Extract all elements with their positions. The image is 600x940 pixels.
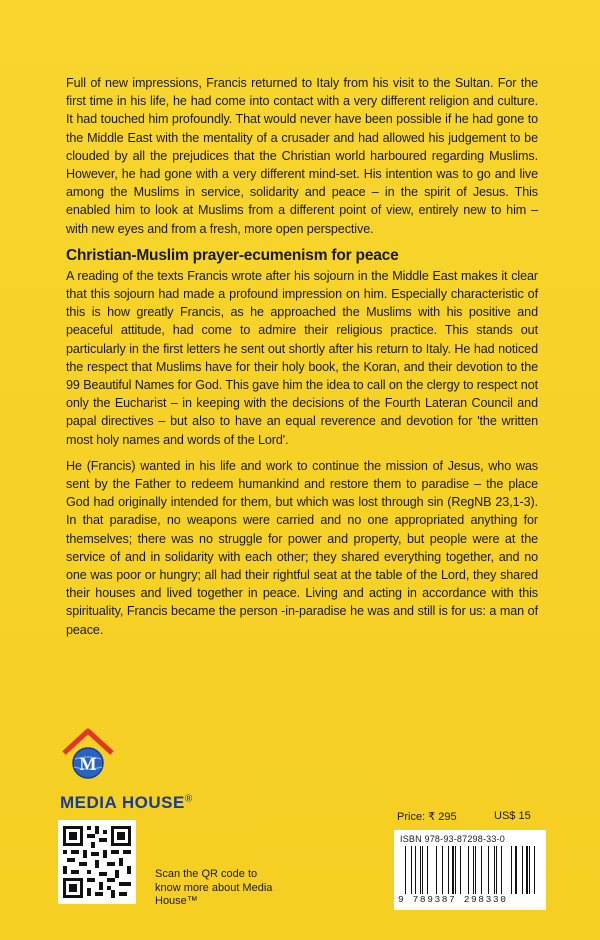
barcode-bar — [427, 846, 428, 894]
barcode-bar — [448, 846, 449, 894]
barcode-bar — [494, 846, 495, 894]
barcode-bar — [460, 846, 461, 894]
paragraph-1: Full of new impressions, Francis returned to Italy from his visit to the Sultan. For the first time in his life, he had come into contact with a very different religion and culture. It had touched him profoundly. That would never have been possible if he had gone to the Middle East with the mentality of a crusader and had allowed his judgement to be clouded by all the prejudices that the Christian world harboured regarding Muslims. However, he had gone with a very different mind-set. His intention was to go and live among the Muslims in service, solidarity and peace – in the spirit of Jesus. This enabled him to look at Muslims from a different point of view, entirely new to him – with new eyes and from a fresh, more open perspective. — [66, 76, 538, 236]
barcode-bar — [526, 846, 528, 894]
isbn-digits: 9 789387 298330 — [398, 894, 508, 905]
barcode-bar — [452, 846, 454, 894]
qr-code[interactable] — [58, 820, 136, 904]
barcode-bar — [488, 846, 489, 894]
barcode-bar — [422, 846, 423, 894]
barcode-bar — [473, 846, 474, 894]
publisher-logo — [58, 715, 228, 815]
barcode-bar — [496, 846, 497, 894]
barcode-bar — [534, 846, 535, 894]
barcode-bar — [468, 846, 469, 894]
barcode-bar — [515, 846, 517, 894]
barcode-bar — [522, 846, 523, 894]
barcode-bars — [400, 846, 540, 894]
logo-letter: M — [79, 754, 97, 774]
barcode-bar — [501, 846, 502, 894]
isbn-barcode — [394, 830, 546, 910]
barcode-bar — [436, 846, 437, 894]
barcode-bar — [511, 846, 512, 894]
barcode-bar — [481, 846, 482, 894]
barcode-bar — [415, 846, 416, 894]
media-house-logo-icon — [58, 715, 118, 795]
barcode-bar — [475, 846, 476, 894]
qr-code-icon — [58, 820, 136, 904]
registered-mark: ® — [184, 793, 193, 805]
qr-caption: Scan the QR code to know more about Media House™ — [155, 868, 273, 907]
barcode-bar — [442, 846, 443, 894]
section-heading: Christian-Muslim prayer-ecumenism for peace — [66, 246, 399, 264]
barcode-bar — [420, 846, 421, 894]
isbn-label: ISBN 978-93-87298-33-0 — [400, 834, 505, 844]
paragraph-3: He (Francis) wanted in his life and work to continue the mission of Jesus, who was sent by the Father to redeem humankind and restore them to paradise – the place God had originally intended for them, but which was lost through sin (RegNB 23,1-3). In that paradise, no weapons were carried and no one appropriated anything for themselves; there was no struggle for power and property, but people were at the service of and in solidarity with each other; they shared everything together, and no one was poor or hungry; all had their rightful seat at the table of the Lord, they shared their houses and lived together in peace. Living and acting in accordance with this spirituality, Francis became the person -in-paradise he was and still is for us: a man of peace. — [66, 458, 538, 637]
publisher-name: MEDIA HOUSE® — [60, 793, 193, 812]
barcode-bar — [529, 846, 530, 894]
paragraph-2: A reading of the texts Francis wrote after his sojourn in the Middle East makes it clear that this sojourn had made a profound impression on him. Especially characteristic of this is how greatly Francis, as he approached the Muslims with his positive and peaceful attitude, had come to admire their religious practice. This stands out particularly in the first letters he sent out shortly after his return to Italy. He had noticed the respect that Muslims have for their holy book, the Koran, and their devotion to the 99 Beautiful Names for God. This gave him the idea to call on the clergy to respect not only the Eucharist – in keeping with the decisions of the Fourth Lateran Council and papal directives – but also to have an equal reverence and devotion for 'the written most holy names and words of the Lord'. — [66, 268, 538, 447]
barcode-bar — [405, 846, 406, 894]
price-inr: Price: ₹ 295 — [397, 811, 457, 823]
barcode-bar — [455, 846, 456, 894]
body-text — [66, 74, 538, 647]
price-row — [397, 810, 537, 823]
price-usd: US$ 15 — [494, 810, 531, 822]
barcode-bar — [411, 846, 412, 894]
